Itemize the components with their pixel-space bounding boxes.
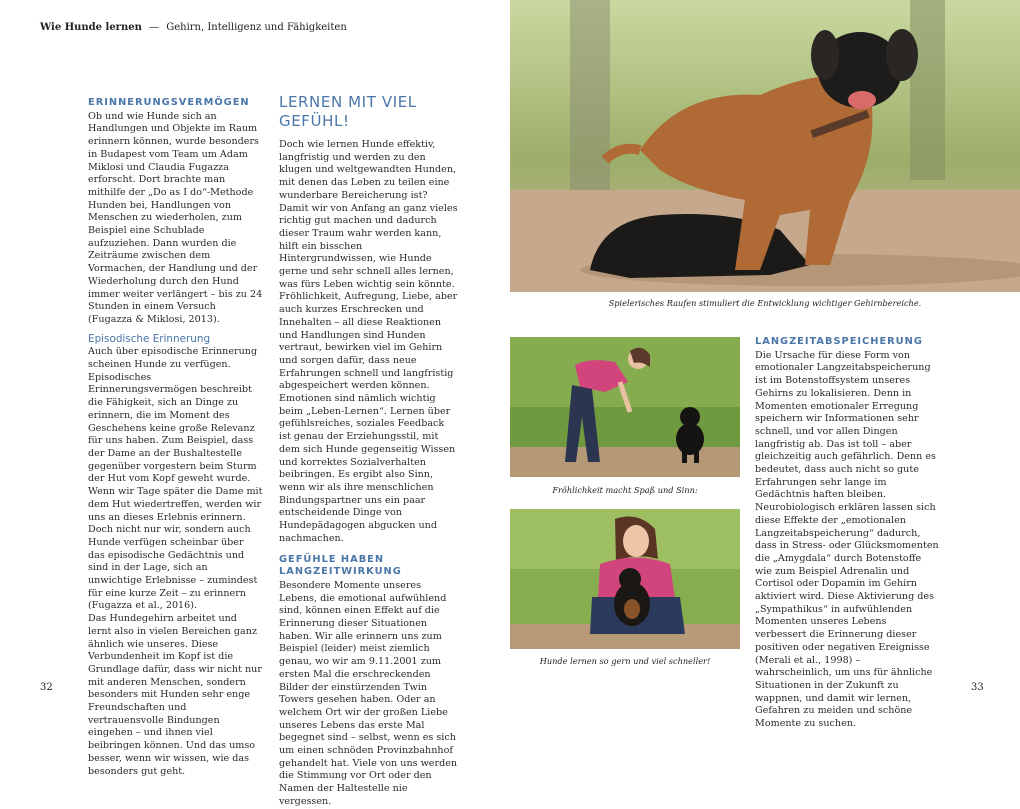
dogs-playing-illustration [510,0,1020,292]
page-number-left: 32 [40,682,53,693]
middle-text-column [279,93,459,809]
paragraph-erinnerung: Ob und wie Hunde sich an Handlungen und Objekte im Raum erinnern können, wurde besonders in Budapest vom Team um Adam Miklosi und Claudia Fugazza erforscht. Dort brachte man mithilfe der „Do as I do“-Methode Hunden bei, Handlungen von Menschen zu wiederholen, zum Beispiel eine Schublade aufzuziehen. Dann wurden die Zeiträume zwischen dem Vormachen, der Handlung und der Wiederholung durch den Hund immer weiter verlängert – bis zu 24 Stunden in einem Versuch (Fugazza & Miklosi, 2013). [88,110,263,325]
paragraph-besondere-momente: Besondere Momente unseres Lebens, die emotional aufwühlend sind, können einen Effekt auf die Erinnerung dieser Situationen haben. Wir alle erinnern uns zum Beispiel (leider) meist ziemlich genau, wo wir am 9.11.2001 zum ersten Mal die erschreckenden Bilder der einstürzenden Twin Towers gesehen haben. Oder an welchem Ort wir der großen Liebe unseres Lebens das erste Mal begegnet sind – selbst, wenn es sich um einen schnöden Provinzbahnhof gehandelt hat. Viele von uns werden die Stimmung vor Ort oder den Namen der Haltestelle nie vergessen. [279,579,458,807]
running-head-title: Wie Hunde lernen [40,22,142,33]
caption-middle-photo: Fröhlichkeit macht Spaß und Sinn: [552,485,698,495]
right-text-column [755,336,940,731]
paragraph-langzeitabspeicherung: Die Ursache für diese Form von emotionaler Langzeitabspeicherung ist im Botenstoffsystem unseres Gehirns zu lokalisieren. Denn in Momenten emotionaler Erregung speichern wir Informationen sehr schnell, und vor allen Dingen langfristig ab. Das ist toll – aber gleichzeitig auch gefährlich. Denn es bedeutet, dass auch nicht so gute Erfahrungen sehr lange im Gedächtnis haften bleiben. Neurobiologisch erklären lassen sich diese Effekte der „emotionalen Langzeitabspeicherung“ dadurch, dass in Stress- oder Glücksmomenten die „Amygdala“ durch Botenstoffe wie zum Beispiel Adrenalin und Cortisol oder Dopamin im Gehirn aktiviert wird. Diese Aktivierung des „Sympathikus“ in aufwühlenden Momenten unseres Lebens verbessert die Erinnerung dieser positiven oder negativen Ereignisse (Merali et al., 1998) – wahrscheinlich, um uns für ähnliche Situationen in der Zukunft zu wappnen, und damit wir lernen, Gefahren zu meiden und schöne Momente zu suchen. [755,349,939,730]
paragraph-hundegehirn: Das Hundegehirn arbeitet und lernt also in vielen Bereichen ganz ähnlich wie unseres. Diese Verbundenheit im Kopf ist die Grundlage dafür, dass wir nicht nur mit anderen Menschen, sondern besonders mit Hunden sehr enge Freundschaften und vertrauensvolle Bindungen eingehen – und ihnen viel beibringen können. Und das umso besser, wenn wir wissen, wie das besonders gut geht. [88,613,262,777]
photo-dogs-playing [510,0,1020,292]
heading-episodische-erinnerung: Episodische Erinnerung [88,332,211,345]
left-text-column [88,97,263,778]
paragraph-lernen: Doch wie lernen Hunde effektiv, langfristig und werden zu den klugen und weltgewandten Hunden, mit denen das Leben zu teilen eine wunderbare Bereicherung ist? Damit wir von Anfang an ganz vieles richtig gut machen und dadurch dieser Traum wahr werden kann, hilft ein bisschen Hintergrundwissen, wie Hunde gerne und sehr schnell alles lernen, was fürs Leben wichtig sein könnte. Fröhlichkeit, Aufregung, Liebe, aber auch kurzes Erschrecken und Innehalten – all diese Reaktionen und Handlungen sind Hunden vertraut, bewirken viel im Gehirn und sorgen dafür, dass neue Erfahrungen schnell und langfristig abgespeichert werden können. Emotionen sind nämlich wichtig beim „Leben-Lernen“. Lernen über gefühlsreiches, soziales Feedback ist genau der Erziehungsstil, mit dem sich Hunde gegenseitig Wissen und korrektes Sozialverhalten beibringen. Es ergibt also Sinn, wenn wir als ihre menschlichen Bindungspartner uns ein paar entscheidende Dinge von Hundepädagogen abgucken und nachmachen. [279,139,458,544]
running-head-separator: — [149,22,160,33]
heading-lernen-mit-gefuehl: LERNEN MIT VIEL GEFÜHL! [279,93,417,130]
heading-langzeitabspeicherung: LANGZEITABSPEICHERUNG [755,336,923,347]
left-page [0,0,510,807]
caption-bottom-photo: Hunde lernen so gern und viel schneller! [539,656,711,666]
right-page [510,0,1020,730]
paragraph-episodisch: Auch über episodische Erinnerung scheinen Hunde zu verfügen. Episodisches Erinnerungsvermögen beschreibt die Fähigkeit, sich an Dinge zu erinnern, die im Moment des Geschehens keine große Relevanz für uns haben. Zum Beispiel, dass der Dame an der Bushaltestelle gegenüber vorgestern beim Sturm der Hut vom Kopf geweht wurde. Wenn wir Tage später die Dame mit dem Hut wiedertreffen, werden wir uns an dieses Erlebnis erinnern. Doch nicht nur wir, sondern auch Hunde verfügen scheinbar über das episodische Gedächtnis und sind in der Lage, sich an unwichtige Erlebnisse – zumindest für eine kurze Zeit – zu erinnern (Fugazza et al., 2016). [88,346,263,612]
woman-puppy-illustration [510,337,740,477]
photo-woman-hugging-puppy [510,509,740,649]
photo-woman-with-puppy [510,337,740,477]
heading-langzeitwirkung: GEFÜHLE HABEN LANGZEITWIRKUNG [279,553,402,578]
page-number-right: 33 [971,682,984,693]
heading-erinnerungsvermoegen: ERINNERUNGSVERMÖGEN [88,97,250,108]
running-head-section: Gehirn, Intelligenz und Fähigkeiten [166,22,347,33]
caption-top-photo: Spielerisches Raufen stimuliert die Entwicklung wichtiger Gehirnbereiche. [608,298,922,308]
woman-hugging-puppy-illustration [510,509,740,649]
running-head [40,22,347,33]
